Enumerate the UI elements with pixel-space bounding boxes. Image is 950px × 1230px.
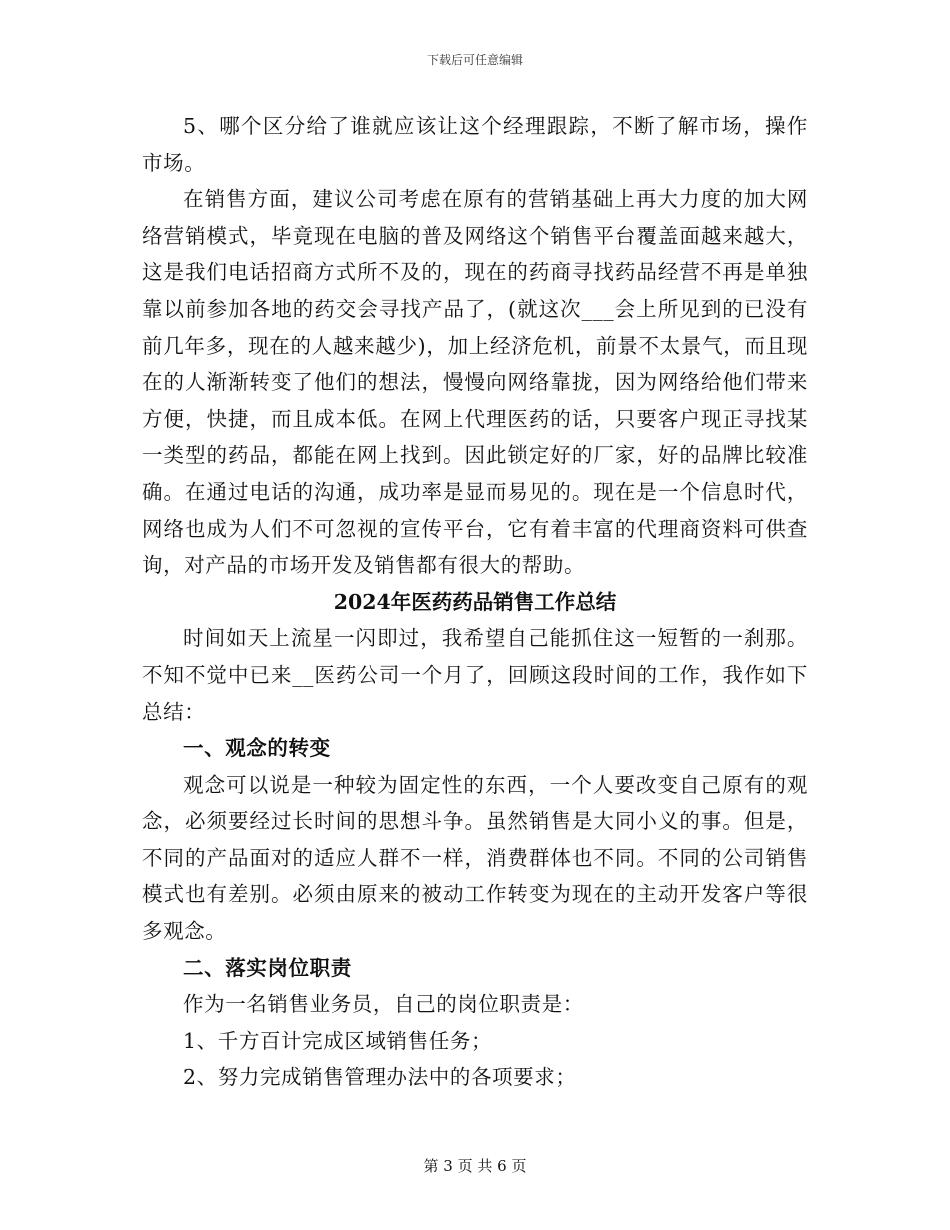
paragraph-duties-intro: 作为一名销售业务员，自己的岗位职责是： — [183, 992, 584, 1017]
document-title: 2024年医药药品销售工作总结 — [333, 589, 617, 614]
paragraph-item-5: 5、哪个区分给了谁就应该让这个经理跟踪，不断了解市场，操作市场。 — [142, 114, 808, 175]
document-body — [142, 108, 808, 1096]
page-footer: 第 3 页 共 6 页 — [423, 1157, 527, 1175]
page-header: 下载后可任意编辑 — [426, 53, 523, 67]
paragraph-sales-suggestion: 在销售方面，建议公司考虑在原有的营销基础上再大力度的加大网络营销模式，毕竟现在电脑的普及网络这个销售平台覆盖面越来越大，这是我们电话招商方式所不及的，现在的药商寻找药品经营不再是单独靠以前参加各地的药交会寻找产品了，(就这次___会上所见到的已没有前几年多，现在的人越来越少)，加上经济危机，前景不太景气，而且现在的人渐渐转变了他们的想法，慢慢向网络靠拢，因为网络给他们带来方便，快捷，而且成本低。在网上代理医药的话，只要客户现正寻找某一类型的药品，都能在网上找到。因此锁定好的厂家，好的品牌比较准确。在通过电话的沟通，成功率是显而易见的。现在是一个信息时代，网络也成为人们不可忽视的宣传平台，它有着丰富的代理商资料可供查询，对产品的市场开发及销售都有很大的帮助。 — [142, 187, 808, 578]
list-item-duty-2: 2、努力完成销售管理办法中的各项要求； — [183, 1065, 577, 1090]
paragraph-concept: 观念可以说是一种较为固定性的东西，一个人要改变自己原有的观念，必须要经过长时间的思想斗争。虽然销售是大同小义的事。但是，不同的产品面对的适应人群不一样，消费群体也不同。不同的公司销售模式也有差别。必须由原来的被动工作转变为现在的主动开发客户等很多观念。 — [142, 772, 808, 944]
list-item-duty-1: 1、千方百计完成区域销售任务； — [183, 1028, 493, 1053]
paragraph-intro: 时间如天上流星一闪即过，我希望自己能抓住这一短暂的一刹那。不知不觉中已来__医药公司一个月了，回顾这段时间的工作，我作如下总结： — [142, 626, 808, 724]
section-heading-concept: 一、观念的转变 — [183, 736, 331, 761]
section-heading-duties: 二、落实岗位职责 — [183, 955, 352, 980]
